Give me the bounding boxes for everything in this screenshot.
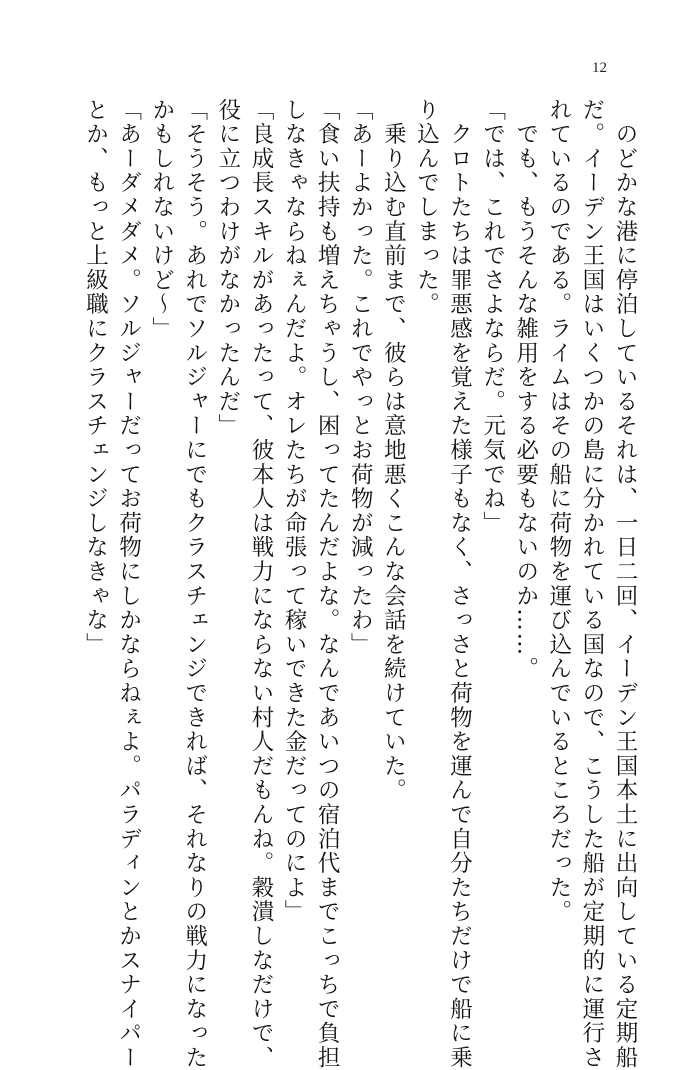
text-line: れているのである。ライムはその船に荷物を運び込んでいるところだった。 [545,98,572,925]
text-line: だ。イーデン王国はいくつかの島に分かれている国なので、こうした船が定期的に運行さ [578,98,605,1070]
text-line: 「あーダメダメ。ソルジャーだってお荷物にしかならねぇよ。パラディンとかスナイパー [115,98,142,1070]
text-line: 乗り込む直前まで、彼らは意地悪くこんな会話を続けていた。 [380,98,407,803]
text-line: かもしれないけど～」 [148,98,175,341]
page-number: 12 [592,60,607,76]
text-line: 「では、これでさよならだ。元気でね」 [479,98,506,536]
text-line: 「食い扶持も増えちゃうし、困ってたんだよな。なんであいつの宿泊代までこっちで負担 [314,98,341,1070]
text-line: とか、もっと上級職にクラスチェンジしなきゃな」 [82,98,109,657]
text-line: のどかな港に停泊しているそれは、一日二回、イーデン王国本土に出向している定期船 [612,98,638,1070]
text-line: 「あーよかった。これでやっとお荷物が減ったわ」 [347,98,374,657]
text-line: でも、もうそんな雑用をする必要もないのか……。 [512,98,539,682]
novel-text-body [78,98,641,1070]
text-line: り込んでしまった。 [413,98,440,317]
text-line: 役に立つわけがなかったんだ」 [214,98,241,439]
text-line: 「良成長スキルがあったって、彼本人は戦力にならない村人だもんね。穀潰しなだけで、 [247,98,274,1070]
text-line: しなきゃならねぇんだよ。オレたちが命張って稼いできた金だってのによ」 [281,98,308,925]
text-line: 「そうそう。あれでソルジャーにでもクラスチェンジできれば、それなりの戦力になった [181,98,208,1070]
text-line: クロトたちは罪悪感を覚えた様子もなく、さっさと荷物を運んで自分たちだけで船に乗 [446,98,473,1070]
